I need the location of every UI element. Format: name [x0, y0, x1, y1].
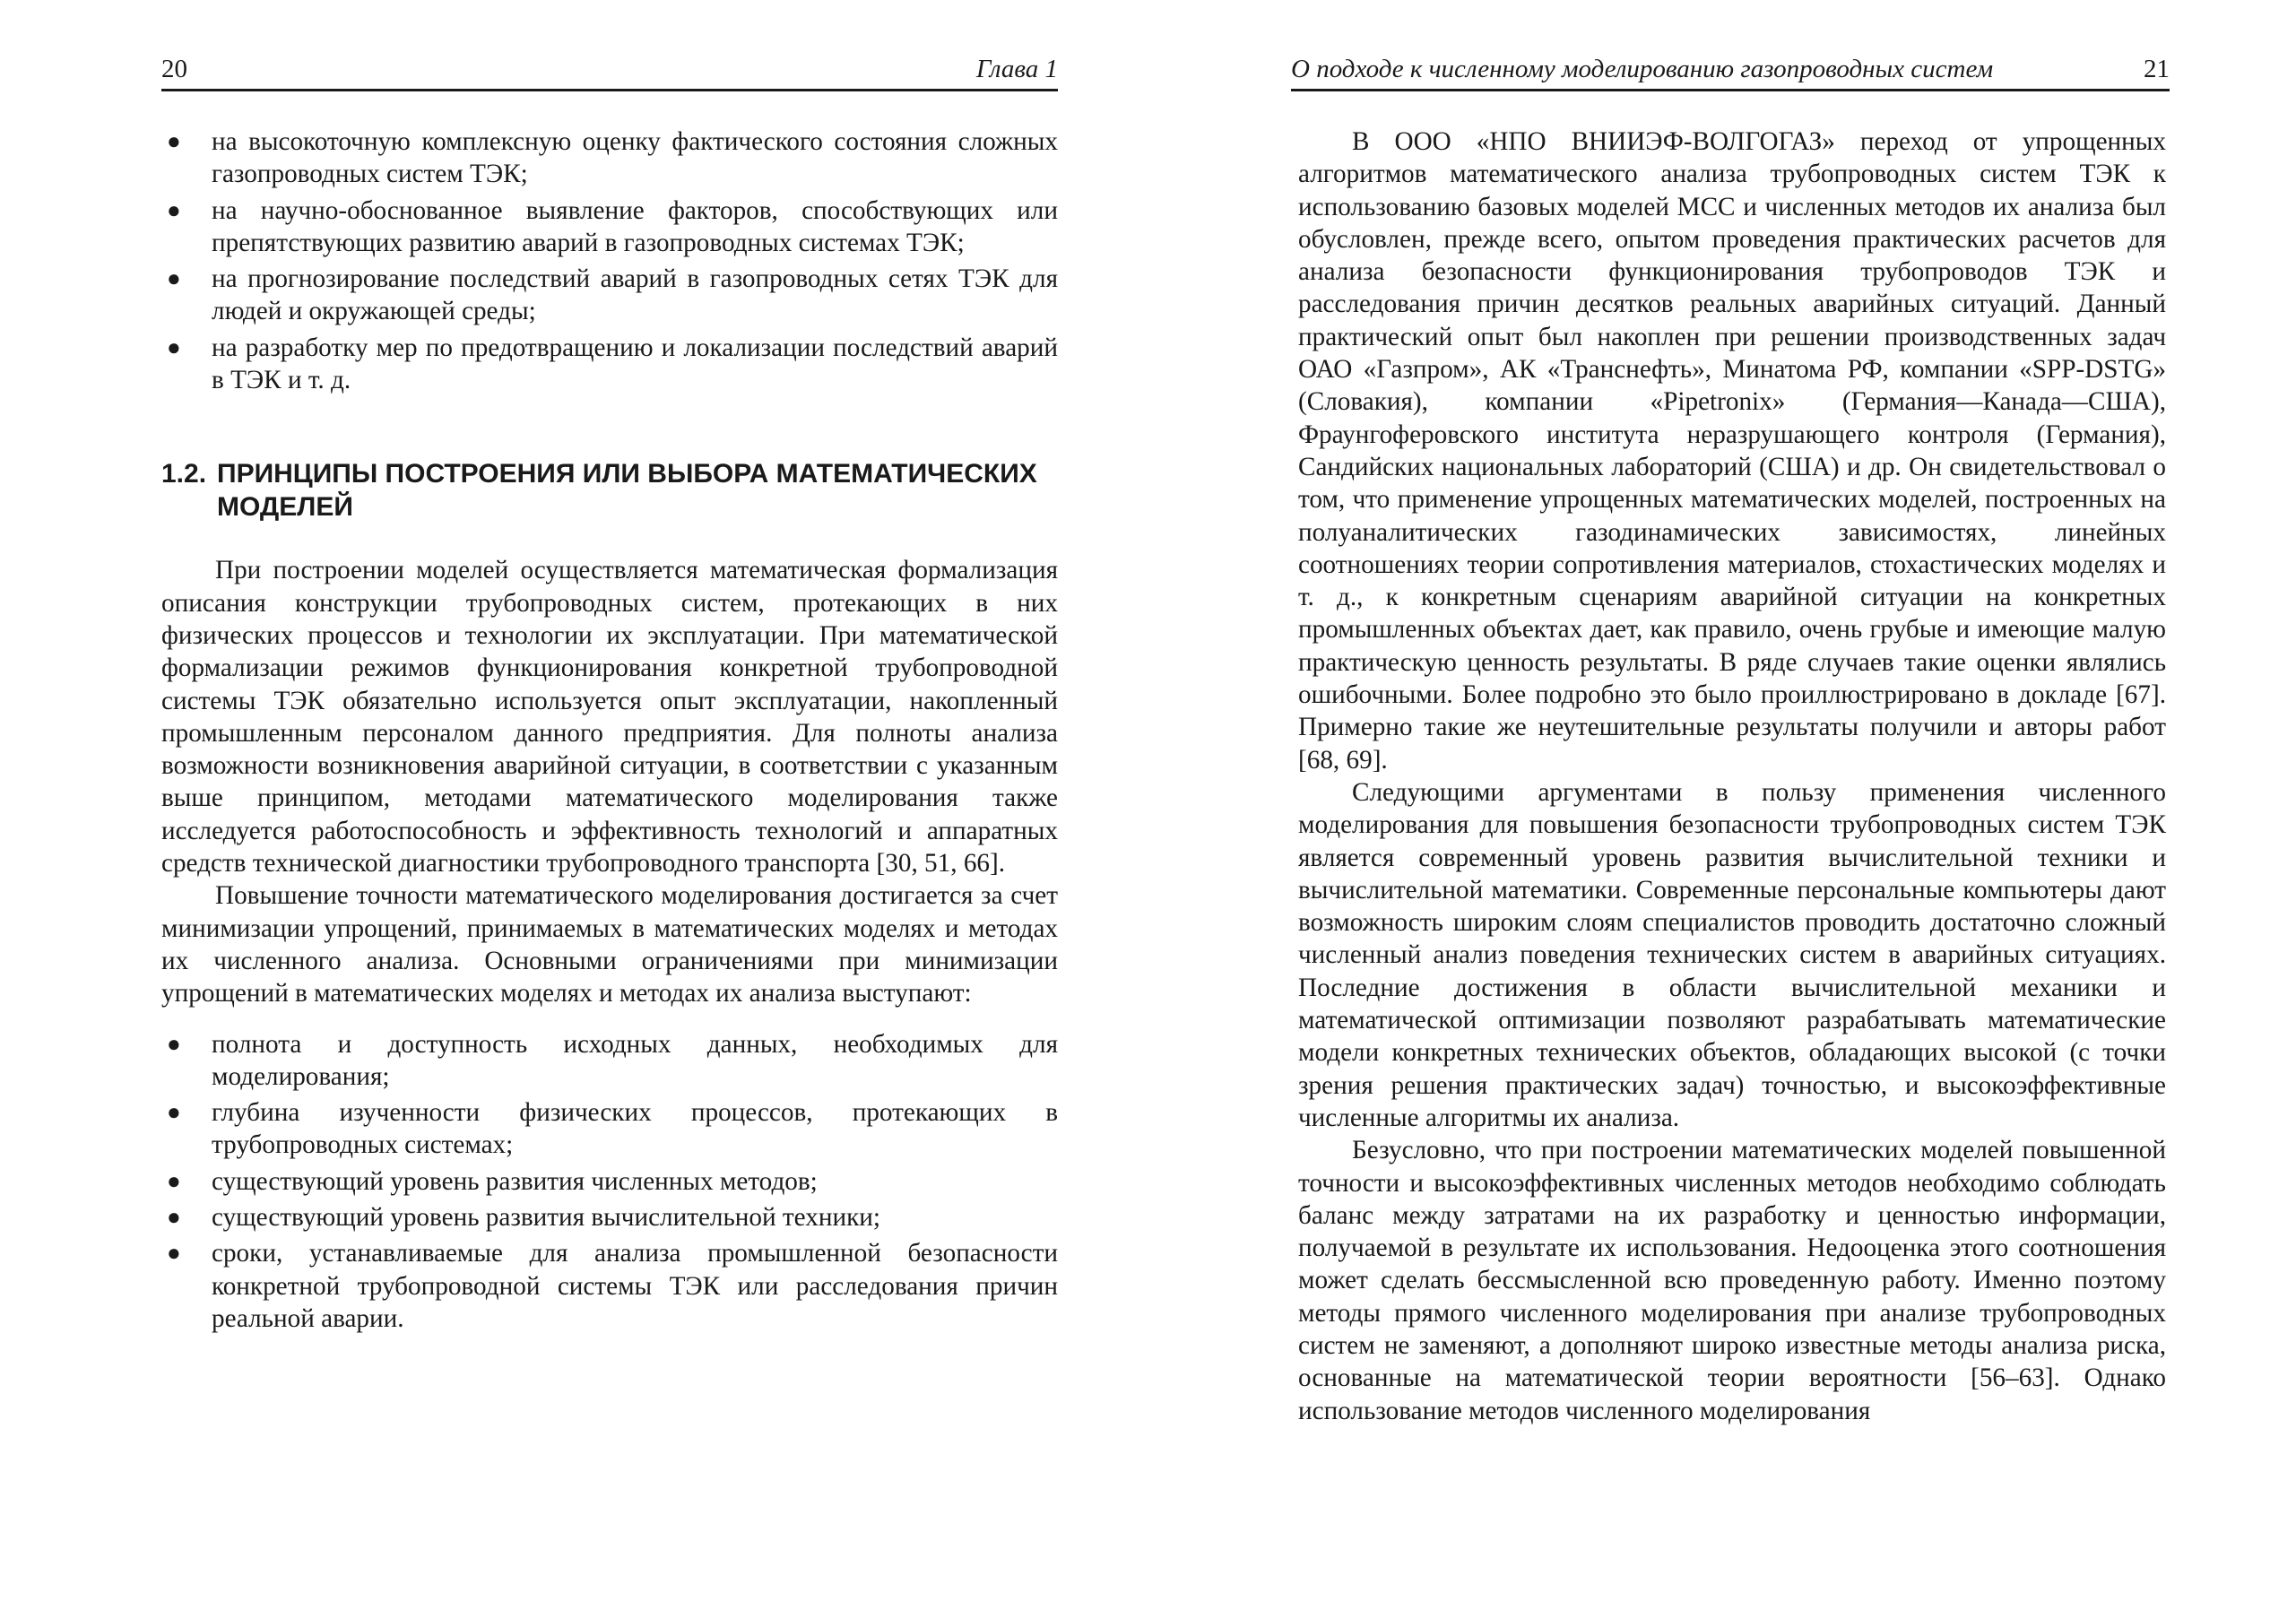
- bullet-icon: ●: [167, 1204, 181, 1231]
- list-item: ● полнота и доступность исходных данных, необходимых для моделирования;: [167, 1029, 1058, 1091]
- list-item: ● глубина изученности физических процессов, протекающих в трубопроводных системах;: [167, 1098, 1058, 1160]
- bullet-icon: ●: [167, 333, 181, 360]
- paragraph: Повышение точности математического моделирования достигается за счет минимизации упрощений, принимаемых в математических моделях и методах их численного анализа. Основными ограничениями при минимизации упрощений в математических моделях и методах их анализа выступают:: [161, 881, 1058, 1008]
- list-item: ● на высокоточную комплексную оценку фактического состояния сложных газопроводных систем ТЭК;: [167, 127, 1058, 189]
- paragraph: В ООО «НПО ВНИИЭФ-ВОЛГОГАЗ» переход от упрощенных алгоритмов математического анализа трубопроводных систем ТЭК к использованию базовых моделей МСС и численных методов их анализа был обусловлен, прежде всего, опытом проведения практических расчетов для анализа безопасности функционирования трубопроводов ТЭК и расследования причин десятков реальных аварийных ситуаций. Данный практический опыт был накоплен при решении производственных задач ОАО «Газпром», АК «Транснефть», Минатома РФ, компании «SPP-DSTG» (Словакия), компании «Pipetronix» (Германия—Канада—США), Фраунгоферовского института неразрушающего контроля (Германия), Сандийских национальных лабораторий (США) и др. Он свидетельствовал о том, что применение упрощенных математических моделей, построенных на полуаналитических газодинамических зависимостях, линейных соотношениях теории сопротивления материалов, стохастических моделях и т. д., к конкретным сценариям аварийной ситуации на конкретных промышленных объектах дает, как правило, очень грубые и имеющие малую практическую ценность результаты. В ряде случаев такие оценки являлись ошибочными. Более подробно это было проиллюстрировано в докладе [67]. Примерно такие же неутешительные результаты получили и авторы работ [68, 69].: [1298, 127, 2166, 775]
- list-item: ● существующий уровень развития вычислительной техники;: [161, 1201, 1058, 1233]
- bullet-list-limitations: [161, 1028, 1058, 1336]
- running-head: О подходе к численному моделированию газопроводных систем: [1291, 55, 1994, 83]
- list-item: ● на разработку мер по предотвращению и локализации последствий аварий в ТЭК и т. д.: [167, 333, 1058, 395]
- bullet-icon: ●: [167, 1167, 181, 1194]
- list-item: ● сроки, устанавливаемые для анализа промышленной безопасности конкретной трубопроводной системы ТЭК или расследования причин реальной аварии.: [167, 1239, 1058, 1333]
- paragraph: Безусловно, что при построении математических моделей повышенной точности и высокоэффективных численных методов необходимо соблюдать баланс между затратами на их разработку и ценностью информации, получаемой в результате их использования. Недооценка этого соотношения может сделать бессмысленной всю проведенную работу. Именно поэтому методы прямого численного моделирования при анализе трубопроводных систем не заменяют, а дополняют широко известные методы анализа риска, основанные на математической теории вероятности [56–63]. Однако использование методов численного моделирования: [1298, 1136, 2166, 1425]
- list-item: ● существующий уровень развития численных методов;: [161, 1165, 1058, 1198]
- section-title: ПРИНЦИПЫ ПОСТРОЕНИЯ ИЛИ ВЫБОРА МАТЕМАТИЧЕСКИХ МОДЕЛЕЙ: [217, 459, 1037, 523]
- running-head: Глава 1: [975, 55, 1058, 83]
- list-item: ● на научно-обоснованное выявление факторов, способствующих или препятствующих развитию аварий в газопроводных системах ТЭК;: [167, 195, 1058, 257]
- paragraph: При построении моделей осуществляется математическая формализация описания конструкции трубопроводных систем, протекающих в них физических процессов и технологии их эксплуатации. При математической формализации режимов функционирования конкретной трубопроводной системы ТЭК обязательно используется опыт эксплуатации, накопленный промышленным персоналом данного предприятия. Для полноты анализа возможности возникновения аварийной ситуации, в соответствии с указанным выше принципом, методами математического моделирования также исследуется работоспособность и эффективность технологий и аппаратных средств технической диагностики трубопроводного транспорта [30, 51, 66].: [161, 556, 1058, 879]
- paragraph: Следующими аргументами в пользу применения численного моделирования для повышения безопасности трубопроводных систем ТЭК является современный уровень развития вычислительной техники и вычислительной математики. Современные персональные компьютеры дают возможность широким слоям специалистов проводить достаточно сложный численный анализ поведения технических систем в аварийных ситуациях. Последние достижения в области вычислительной механики и математической оптимизации позволяют разрабатывать математические модели конкретных технических объектов, обладающих высокой (с точки зрения решения практических задач) точностью, и высокоэффективные численные алгоритмы их анализа.: [1298, 777, 2166, 1132]
- bullet-icon: ●: [167, 1240, 181, 1267]
- page-number: 21: [2144, 55, 2170, 83]
- list-item: ● на прогнозирование последствий аварий в газопроводных сетях ТЭК для людей и окружающей среды;: [167, 264, 1058, 326]
- section-heading: [161, 457, 1058, 524]
- bullet-icon: ●: [167, 196, 181, 223]
- right-page: [1148, 0, 2296, 1610]
- right-page-content: [1298, 126, 2166, 1427]
- right-page-header: [1291, 48, 2170, 91]
- bullet-icon: ●: [167, 1030, 181, 1057]
- bullet-list-goals: [161, 126, 1058, 396]
- bullet-icon: ●: [167, 265, 181, 292]
- section-number: 1.2.: [161, 459, 207, 489]
- left-page-content: [161, 126, 1058, 1338]
- bullet-icon: ●: [167, 1099, 181, 1126]
- bullet-icon: ●: [167, 128, 181, 154]
- page-number: 20: [161, 55, 187, 83]
- left-page-header: [161, 48, 1058, 91]
